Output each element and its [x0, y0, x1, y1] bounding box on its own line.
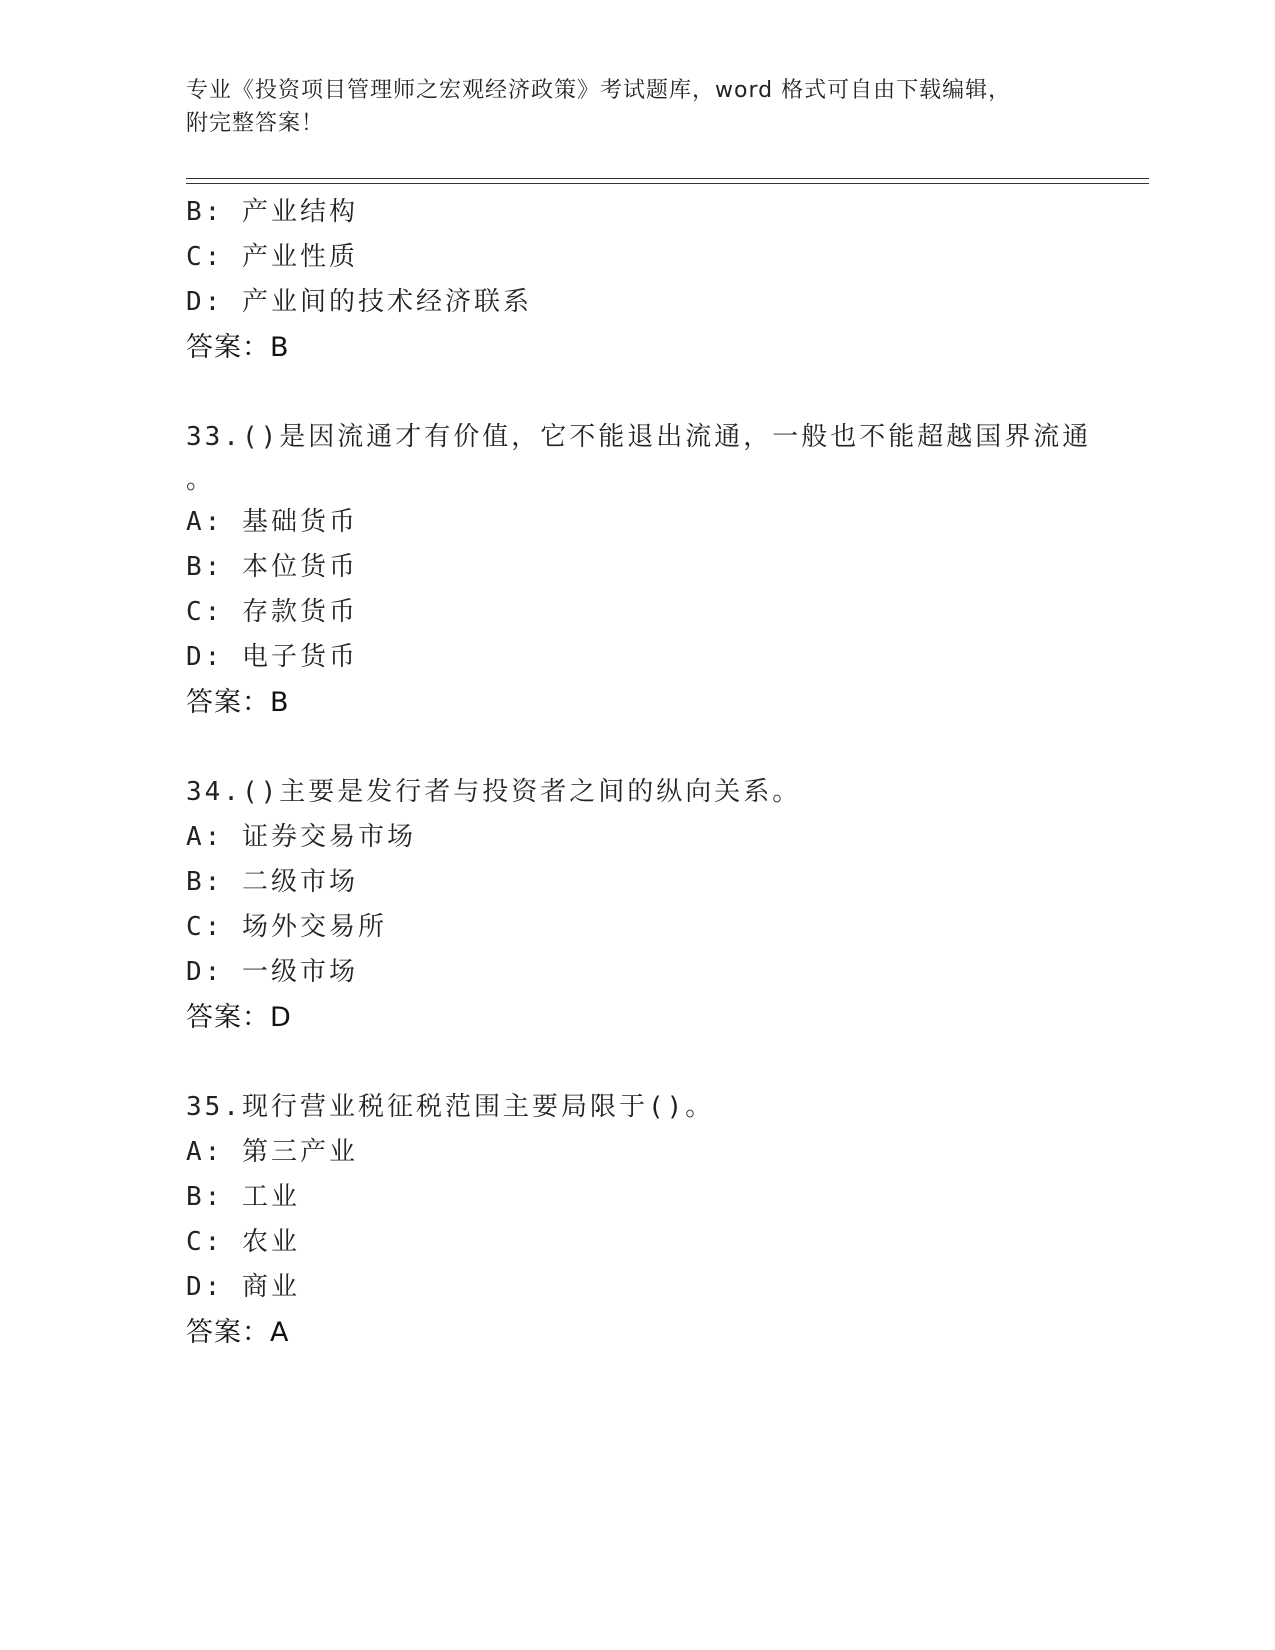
answer-line: 答案：A	[186, 1317, 290, 1348]
spacer	[186, 725, 1086, 770]
option-a: A: 证券交易市场	[186, 822, 416, 852]
option-d: D: 一级市场	[186, 957, 358, 987]
question-text: 33.()是因流通才有价值，它不能退出流通，一般也不能超越国界流通	[186, 422, 1092, 452]
option-c: C: 场外交易所	[186, 912, 387, 942]
header-divider-top	[186, 178, 1149, 179]
question-text: 35.现行营业税征税范围主要局限于()。	[186, 1092, 715, 1122]
header-line-2: 附完整答案！	[186, 111, 325, 136]
option-c: C: 产业性质	[186, 242, 358, 272]
answer-line: 答案：D	[186, 1002, 292, 1033]
header-line-1: 专业《投资项目管理师之宏观经济政策》考试题库，word 格式可自由下载编辑，	[186, 78, 1012, 103]
option-d: D: 电子货币	[186, 642, 358, 672]
question-33	[186, 415, 1092, 725]
question-34	[186, 770, 1086, 1040]
document-header	[186, 74, 1086, 140]
option-d: D: 商业	[186, 1272, 300, 1302]
option-d: D: 产业间的技术经济联系	[186, 287, 532, 317]
question-35	[186, 1085, 1086, 1355]
option-b: B: 工业	[186, 1182, 300, 1212]
question-text-continued: 。	[186, 465, 216, 495]
option-c: C: 存款货币	[186, 597, 358, 627]
option-a: A: 基础货币	[186, 507, 358, 537]
option-a: A: 第三产业	[186, 1137, 358, 1167]
option-b: B: 二级市场	[186, 867, 358, 897]
question-text: 34.()主要是发行者与投资者之间的纵向关系。	[186, 777, 802, 807]
spacer	[186, 1040, 1086, 1085]
option-c: C: 农业	[186, 1227, 300, 1257]
question-fragment	[186, 190, 1086, 370]
header-divider-bottom	[186, 183, 1149, 184]
option-b: B: 本位货币	[186, 552, 358, 582]
question-list	[186, 190, 1092, 1355]
answer-line: 答案：B	[186, 687, 290, 718]
spacer	[186, 370, 1086, 415]
answer-line: 答案：B	[186, 332, 290, 363]
option-b: B: 产业结构	[186, 197, 358, 227]
